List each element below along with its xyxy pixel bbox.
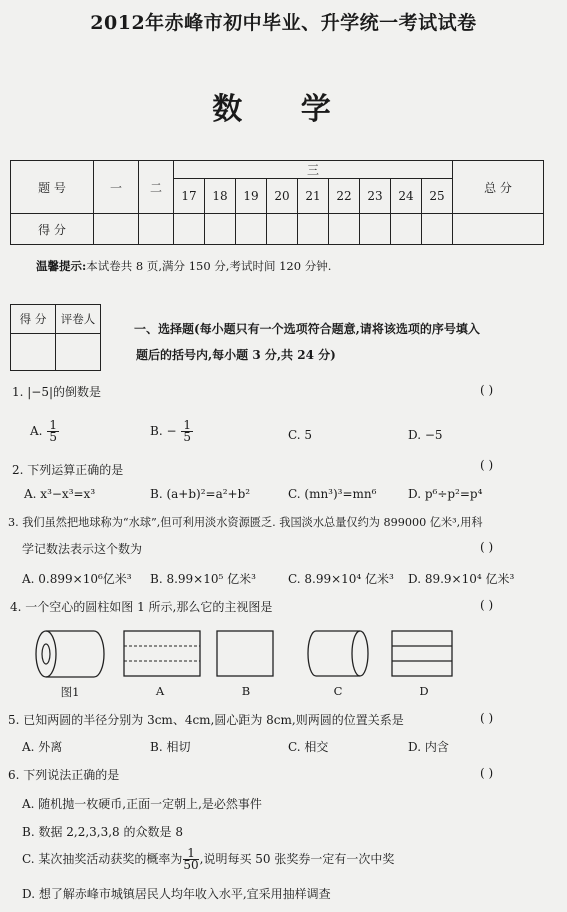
figure-a-label: A — [155, 684, 165, 698]
question-5: 5. 已知两圆的半径分别为 3cm、4cm,圆心距为 8cm,则两圆的位置关系是 — [8, 713, 404, 727]
q3-option-a: A. 0.899×10⁶亿米³ — [22, 572, 132, 586]
q2-option-d: D. p⁶÷p²=p⁴ — [408, 487, 483, 501]
grader-name-label: 评卷人 — [56, 305, 101, 334]
question-3-cont: 学记数法表示这个数为 — [22, 542, 143, 556]
option-a-figure — [122, 628, 204, 680]
q6-c-denominator: 50 — [183, 858, 199, 872]
score-cell[interactable] — [298, 214, 329, 245]
grader-name-cell[interactable] — [56, 334, 101, 371]
q3-option-b: B. 8.99×10⁵ 亿米³ — [150, 572, 256, 586]
score-table-score-label: 得 分 — [11, 214, 94, 245]
section-1-title: 一、选择题(每小题只有一个选项符合题意,请将该选项的序号填入 — [134, 322, 480, 336]
q2-option-a: A. x³−x³=x³ — [24, 487, 96, 501]
score-cell[interactable] — [205, 214, 236, 245]
q1-option-b-label: B. − — [150, 424, 177, 438]
q1-option-a-label: A. — [30, 424, 43, 438]
q1-a-numerator: 1 — [49, 418, 57, 432]
answer-bracket-4[interactable]: ( ) — [480, 598, 494, 612]
question-1: 1. |−5|的倒数是 — [12, 385, 102, 399]
figure-1-label: 图1 — [60, 685, 80, 699]
score-table-sub-17: 17 — [174, 179, 205, 214]
score-cell[interactable] — [360, 214, 391, 245]
score-cell[interactable] — [422, 214, 453, 245]
score-table-sub-25: 25 — [422, 179, 453, 214]
score-table-sub-19: 19 — [236, 179, 267, 214]
score-table-sub-23: 23 — [360, 179, 391, 214]
q1-option-a-fraction — [47, 420, 59, 443]
q6-option-a: A. 随机抛一枚硬币,正面一定朝上,是必然事件 — [22, 797, 262, 811]
score-table-sub-18: 18 — [205, 179, 236, 214]
section-1-title-2: 题后的括号内,每小题 3 分,共 24 分) — [136, 348, 336, 362]
tip-label: 温馨提示: — [36, 259, 87, 273]
answer-bracket-1[interactable]: ( ) — [480, 383, 494, 397]
q1-option-d: D. −5 — [408, 428, 443, 442]
score-cell[interactable] — [329, 214, 360, 245]
score-cell[interactable] — [139, 214, 174, 245]
answer-bracket-2[interactable]: ( ) — [480, 458, 494, 472]
q1-a-denominator: 5 — [49, 430, 57, 444]
q6-option-c-pre: C. 某次抽奖活动获奖的概率为 — [22, 852, 183, 866]
q1-b-denominator: 5 — [183, 430, 191, 444]
q5-option-d: D. 内含 — [408, 740, 449, 754]
score-table-col-2: 二 — [139, 161, 174, 214]
score-table-sub-22: 22 — [329, 179, 360, 214]
q5-option-c: C. 相交 — [288, 740, 329, 754]
q1-option-b — [150, 420, 194, 443]
section-1-heading — [134, 316, 554, 368]
figure-d-label: D — [419, 684, 429, 698]
grader-score-label: 得 分 — [11, 305, 56, 334]
figure-1-hollow-cylinder — [34, 628, 106, 680]
question-4: 4. 一个空心的圆柱如图 1 所示,那么它的主视图是 — [10, 600, 273, 614]
exam-title: 2012年赤峰市初中毕业、升学统一考试试卷 — [90, 12, 477, 34]
question-6: 6. 下列说法正确的是 — [8, 768, 120, 782]
score-table-sub-21: 21 — [298, 179, 329, 214]
score-table-sub-20: 20 — [267, 179, 298, 214]
question-2: 2. 下列运算正确的是 — [12, 463, 124, 477]
score-cell[interactable] — [391, 214, 422, 245]
q3-option-d: D. 89.9×10⁴ 亿米³ — [408, 572, 515, 586]
grader-table — [10, 304, 101, 371]
question-3: 3. 我们虽然把地球称为“水球”,但可利用淡水资源匮乏. 我国淡水总量仅约为 899000 亿米³,用科 — [8, 516, 483, 529]
option-b-figure — [215, 628, 277, 680]
score-table-sub-24: 24 — [391, 179, 422, 214]
q6-c-numerator: 1 — [183, 848, 198, 860]
answer-bracket-3[interactable]: ( ) — [480, 540, 494, 554]
figure-c-label: C — [333, 684, 343, 698]
score-cell[interactable] — [94, 214, 139, 245]
exam-tip — [36, 258, 331, 274]
score-cell[interactable] — [174, 214, 205, 245]
score-cell-total[interactable] — [453, 214, 544, 245]
q1-option-c: C. 5 — [288, 428, 313, 442]
score-table — [10, 160, 544, 245]
q1-option-b-fraction — [181, 420, 193, 443]
q2-option-b: B. (a+b)²=a²+b² — [150, 487, 251, 501]
q2-option-c: C. (mn³)³=mn⁶ — [288, 487, 377, 501]
score-table-col-3: 三 — [174, 161, 453, 179]
tip-text: 本试卷共 8 页,满分 150 分,考试时间 120 分钟. — [86, 259, 332, 273]
q6-option-d: D. 想了解赤峰市城镇居民人均年收入水平,宜采用抽样调查 — [22, 887, 331, 901]
q5-option-b: B. 相切 — [150, 740, 191, 754]
q3-option-c: C. 8.99×10⁴ 亿米³ — [288, 572, 394, 586]
q5-option-a: A. 外离 — [22, 740, 63, 754]
grader-score-cell[interactable] — [11, 334, 56, 371]
answer-bracket-5[interactable]: ( ) — [480, 711, 494, 725]
score-cell[interactable] — [236, 214, 267, 245]
score-cell[interactable] — [267, 214, 298, 245]
option-c-figure — [306, 628, 372, 680]
q6-option-c-fraction — [183, 848, 198, 871]
answer-bracket-6[interactable]: ( ) — [480, 766, 494, 780]
q1-option-a — [30, 420, 60, 443]
score-table-col-1: 一 — [94, 161, 139, 214]
q6-option-b: B. 数据 2,2,3,3,8 的众数是 8 — [22, 825, 183, 839]
subject-heading: 数 学 — [212, 92, 355, 127]
q1-b-numerator: 1 — [183, 418, 191, 432]
figure-b-label: B — [241, 684, 251, 698]
score-table-total: 总 分 — [453, 161, 544, 214]
score-table-header-label: 题 号 — [11, 161, 94, 214]
q6-option-c — [22, 848, 394, 871]
q6-option-c-post: ,说明每买 50 张奖券一定有一次中奖 — [199, 852, 395, 866]
option-d-figure — [390, 628, 456, 680]
